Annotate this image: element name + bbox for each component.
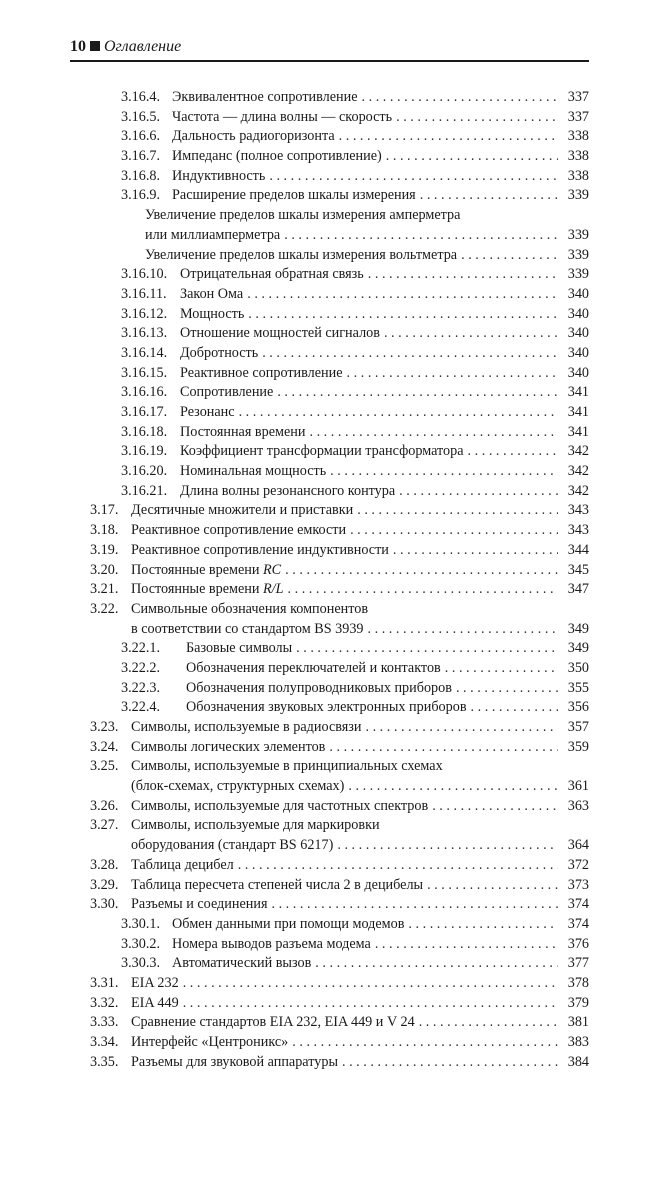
toc-entry[interactable] bbox=[0, 935, 650, 955]
toc-entry-page: 339 bbox=[567, 266, 589, 283]
toc-entry-title bbox=[131, 620, 368, 640]
toc-entry-number: 3.16.4. bbox=[121, 89, 161, 105]
dot-leader bbox=[419, 1013, 558, 1033]
toc-entry-title bbox=[145, 206, 464, 226]
toc-entry-title-text: оборудования (стандарт BS 6217) bbox=[131, 837, 334, 854]
square-bullet-icon bbox=[90, 41, 100, 51]
toc-entry-title bbox=[186, 679, 456, 699]
dot-leader bbox=[296, 639, 558, 659]
dot-leader bbox=[337, 836, 558, 856]
toc-entry-number: 3.16.13. bbox=[121, 325, 168, 342]
dot-leader bbox=[468, 442, 558, 462]
toc-entry-page: 361 bbox=[567, 778, 589, 795]
toc-entry-page: 337 bbox=[567, 89, 589, 105]
toc-entry[interactable] bbox=[0, 561, 650, 581]
dot-leader bbox=[368, 265, 558, 285]
toc-entry-number: 3.30.2. bbox=[121, 935, 161, 952]
toc-entry-title bbox=[131, 1033, 292, 1053]
toc-entry-title-text: Эквивалентное сопротивление bbox=[172, 89, 358, 105]
toc-entry-title-text: Базовые символы bbox=[186, 640, 293, 657]
toc-entry[interactable] bbox=[0, 738, 650, 758]
toc-entry-title bbox=[172, 915, 408, 935]
toc-entry-page: 373 bbox=[567, 876, 589, 893]
toc-entry[interactable] bbox=[0, 186, 650, 206]
toc-entry[interactable] bbox=[0, 620, 650, 640]
dot-leader bbox=[365, 718, 558, 738]
dot-leader bbox=[247, 285, 558, 305]
dot-leader bbox=[262, 344, 558, 364]
toc-entry-title bbox=[131, 600, 372, 620]
toc-entry-title-text: Символы, используемые для частотных спектров bbox=[131, 797, 429, 814]
toc-entry[interactable] bbox=[0, 639, 650, 659]
toc-entry[interactable] bbox=[0, 501, 650, 521]
toc-entry-number: 3.16.17. bbox=[121, 404, 168, 420]
dot-leader bbox=[348, 777, 558, 797]
toc-entry-title-text: Обозначения переключателей и контактов bbox=[186, 659, 441, 676]
toc-entry-page: 381 bbox=[567, 1014, 589, 1031]
toc-entry[interactable] bbox=[0, 88, 650, 108]
toc-entry-title-text: Постоянные времени bbox=[131, 561, 260, 578]
toc-entry-title-text: Увеличение пределов шкалы измерения вольтметра bbox=[145, 246, 458, 263]
toc-entry-page: 340 bbox=[567, 305, 589, 322]
dot-leader bbox=[239, 403, 558, 423]
toc-entry-number: 3.16.14. bbox=[121, 344, 168, 361]
toc-entry-title-text: EIA 232 bbox=[131, 974, 179, 991]
toc-entry[interactable] bbox=[0, 364, 650, 384]
dot-leader bbox=[471, 698, 558, 718]
toc-entry-number: 3.16.21. bbox=[121, 482, 168, 499]
toc-entry-page: 363 bbox=[567, 797, 589, 814]
toc-entry[interactable] bbox=[0, 580, 650, 600]
toc-entry[interactable] bbox=[0, 797, 650, 817]
dot-leader bbox=[350, 521, 558, 541]
dot-leader bbox=[384, 324, 558, 344]
dot-leader bbox=[396, 108, 558, 128]
dot-leader bbox=[238, 856, 558, 876]
dot-leader bbox=[285, 561, 558, 581]
toc-entry-title-italic: R/L bbox=[263, 581, 284, 598]
toc-entry-page: 374 bbox=[567, 896, 589, 913]
toc-entry-page: 339 bbox=[567, 187, 589, 204]
toc-entry-title bbox=[172, 954, 315, 974]
toc-entry-number: 3.33. bbox=[90, 1014, 119, 1031]
toc-entry-title-text: Резонанс bbox=[180, 404, 235, 420]
toc-entry[interactable] bbox=[0, 698, 650, 718]
toc-entry-number: 3.27. bbox=[90, 817, 119, 834]
toc-entry-title-text: Отношение мощностей сигналов bbox=[180, 325, 380, 342]
dot-leader bbox=[347, 364, 558, 384]
toc-entry-title-text: Таблица пересчета степеней числа 2 в децибелы bbox=[131, 876, 424, 893]
toc-entry-page: 364 bbox=[567, 837, 589, 854]
toc-entry-page: 384 bbox=[567, 1053, 589, 1070]
toc-entry-number: 3.16.8. bbox=[121, 167, 161, 184]
toc-entry-number: 3.16.9. bbox=[121, 187, 161, 204]
toc-entry-title-text: Коэффициент трансформации трансформатора bbox=[180, 443, 464, 460]
toc-entry-page: 341 bbox=[567, 423, 589, 440]
toc-entry[interactable] bbox=[0, 915, 650, 935]
toc-entry-title bbox=[180, 285, 247, 305]
toc-entry-page: 345 bbox=[567, 561, 589, 578]
toc-entry[interactable] bbox=[0, 757, 650, 777]
toc-entry-number: 3.16.19. bbox=[121, 443, 168, 460]
toc-entry-title-text: Обмен данными при помощи модемов bbox=[172, 915, 405, 932]
toc-entry-number: 3.30.3. bbox=[121, 955, 161, 972]
toc-entry-title-text: Реактивное сопротивление индуктивности bbox=[131, 541, 389, 558]
toc-entry-title-text: (блок-схемах, структурных схемах) bbox=[131, 778, 345, 795]
toc-entry[interactable] bbox=[0, 246, 650, 266]
toc-entry-number: 3.16.16. bbox=[121, 384, 168, 401]
toc-entry-number: 3.16.5. bbox=[121, 108, 161, 125]
toc-entry-page: 376 bbox=[567, 935, 589, 952]
toc-entry-number: 3.32. bbox=[90, 994, 119, 1011]
toc-entry-number: 3.19. bbox=[90, 541, 119, 558]
toc-entry-page: 378 bbox=[567, 974, 589, 991]
toc-entry-title bbox=[172, 88, 362, 108]
toc-entry-page: 357 bbox=[567, 719, 589, 735]
toc-entry[interactable] bbox=[0, 127, 650, 147]
toc-entry-title bbox=[180, 423, 309, 443]
toc-entry-page: 356 bbox=[567, 699, 589, 716]
toc-entry-number: 3.16.15. bbox=[121, 364, 168, 381]
toc-entry-number: 3.16.6. bbox=[121, 128, 161, 145]
dot-leader bbox=[284, 226, 558, 246]
toc-entry-title bbox=[180, 344, 262, 364]
page-number: 10 bbox=[70, 38, 86, 55]
toc-entry-title-text: Автоматический вызов bbox=[172, 955, 312, 972]
toc-entry-title-text: Разъемы для звуковой аппаратуры bbox=[131, 1053, 338, 1070]
dot-leader bbox=[362, 88, 558, 108]
toc-entry-title-text: Сопротивление bbox=[180, 384, 274, 401]
toc-entry[interactable] bbox=[0, 442, 650, 462]
toc-entry[interactable] bbox=[0, 659, 650, 679]
toc-entry-number: 3.22.4. bbox=[121, 699, 161, 716]
toc-entry[interactable] bbox=[0, 836, 650, 856]
toc-entry-title bbox=[186, 659, 445, 679]
toc-entry[interactable] bbox=[0, 324, 650, 344]
toc-entry-title-text: или миллиамперметра bbox=[145, 226, 281, 243]
toc-entry-title bbox=[180, 265, 368, 285]
toc-entry-number: 3.29. bbox=[90, 876, 119, 893]
toc-entry-page: 338 bbox=[567, 148, 589, 165]
toc-entry-title-text: Сравнение стандартов EIA 232, EIA 449 и V 24 bbox=[131, 1014, 415, 1031]
toc-entry-page: 343 bbox=[567, 522, 589, 539]
toc-entry-page: 359 bbox=[567, 738, 589, 755]
toc-entry-page: 343 bbox=[567, 502, 589, 519]
toc-entry-title bbox=[131, 836, 337, 856]
toc-entry-page: 338 bbox=[567, 167, 589, 184]
toc-entry-number: 3.22.2. bbox=[121, 659, 161, 676]
toc-entry-title bbox=[186, 698, 471, 718]
dot-leader bbox=[329, 738, 558, 758]
toc-entry-page: 377 bbox=[567, 955, 589, 972]
toc-entry-page: 355 bbox=[567, 679, 589, 696]
toc-entry-title-text: Номинальная мощность bbox=[180, 463, 327, 480]
toc-entry-title bbox=[131, 797, 432, 817]
toc-entry[interactable] bbox=[0, 108, 650, 128]
toc-entry-title bbox=[131, 1013, 419, 1033]
toc-entry[interactable] bbox=[0, 994, 650, 1014]
toc-entry-title bbox=[180, 482, 399, 502]
toc-entry-page: 383 bbox=[567, 1034, 589, 1050]
toc-entry-title bbox=[131, 501, 357, 521]
toc-entry-title-text: Индуктивность bbox=[172, 167, 266, 184]
toc-entry-number: 3.20. bbox=[90, 561, 119, 578]
toc-entry-title bbox=[145, 246, 461, 266]
dot-leader bbox=[375, 935, 558, 955]
dot-leader bbox=[292, 1033, 558, 1053]
dot-leader bbox=[432, 797, 558, 817]
dot-leader bbox=[248, 305, 558, 325]
toc-entry-title bbox=[180, 305, 248, 325]
toc-entry-number: 3.21. bbox=[90, 581, 119, 598]
toc-entry[interactable] bbox=[0, 876, 650, 896]
toc-entry-title-text: Частота — длина волны — скорость bbox=[172, 108, 393, 125]
toc-entry[interactable] bbox=[0, 521, 650, 541]
toc-entry-number: 3.35. bbox=[90, 1053, 119, 1070]
toc-entry-number: 3.18. bbox=[90, 522, 119, 539]
dot-leader bbox=[368, 620, 558, 640]
toc-entry-title-text: Постоянная времени bbox=[180, 423, 306, 440]
dot-leader bbox=[399, 482, 558, 502]
toc-entry-number: 3.24. bbox=[90, 738, 119, 755]
table-of-contents bbox=[0, 88, 650, 1072]
toc-entry[interactable] bbox=[0, 226, 650, 246]
toc-entry-number: 3.16.12. bbox=[121, 305, 168, 322]
toc-entry-title-text: Расширение пределов шкалы измерения bbox=[172, 187, 416, 204]
toc-entry-title bbox=[131, 994, 183, 1014]
toc-entry[interactable] bbox=[0, 462, 650, 482]
toc-entry-page: 344 bbox=[567, 541, 589, 558]
dot-leader bbox=[330, 462, 558, 482]
toc-entry-title bbox=[131, 777, 348, 797]
toc-entry-page: 342 bbox=[567, 443, 589, 460]
toc-entry-title-text: Реактивное сопротивление емкости bbox=[131, 522, 347, 539]
dot-leader bbox=[271, 895, 558, 915]
toc-entry-page: 342 bbox=[567, 463, 589, 480]
toc-entry-title-text: EIA 449 bbox=[131, 994, 179, 1011]
running-title: Оглавление bbox=[104, 38, 182, 55]
toc-entry-page: 340 bbox=[567, 344, 589, 361]
toc-entry-title-text: Реактивное сопротивление bbox=[180, 364, 343, 381]
toc-entry[interactable] bbox=[0, 305, 650, 325]
toc-entry-number: 3.16.18. bbox=[121, 423, 168, 440]
toc-entry[interactable] bbox=[0, 344, 650, 364]
toc-entry-number: 3.16.10. bbox=[121, 266, 168, 283]
toc-entry-title-italic: RC bbox=[263, 561, 282, 578]
dot-leader bbox=[445, 659, 558, 679]
toc-entry-page: 340 bbox=[567, 364, 589, 381]
toc-entry-title bbox=[131, 856, 238, 876]
toc-entry-page: 342 bbox=[567, 482, 589, 499]
toc-entry-title-text: в соответствии со стандартом BS 3939 bbox=[131, 620, 364, 637]
toc-entry-page: 374 bbox=[567, 915, 589, 932]
toc-entry[interactable] bbox=[0, 1013, 650, 1033]
toc-entry-page: 337 bbox=[567, 108, 589, 125]
toc-entry-number: 3.31. bbox=[90, 974, 119, 991]
toc-entry[interactable] bbox=[0, 679, 650, 699]
toc-entry-title-text: Отрицательная обратная связь bbox=[180, 266, 364, 283]
toc-entry-title-text: Символы, используемые для маркировки bbox=[131, 817, 380, 834]
toc-entry[interactable] bbox=[0, 167, 650, 187]
toc-entry-page: 340 bbox=[567, 285, 589, 302]
toc-entry-title-text: Закон Ома bbox=[180, 285, 244, 302]
toc-entry-title-text: Длина волны резонансного контура bbox=[180, 482, 396, 499]
toc-entry[interactable] bbox=[0, 383, 650, 403]
toc-entry[interactable] bbox=[0, 718, 650, 738]
toc-entry-title-text: Добротность bbox=[180, 344, 259, 361]
toc-entry-title bbox=[131, 1053, 342, 1073]
dot-leader bbox=[288, 580, 558, 600]
toc-entry[interactable] bbox=[0, 285, 650, 305]
toc-entry-title-text: Символы логических элементов bbox=[131, 738, 326, 755]
toc-entry[interactable] bbox=[0, 856, 650, 876]
toc-entry[interactable] bbox=[0, 974, 650, 994]
toc-entry-title bbox=[180, 442, 468, 462]
toc-entry[interactable] bbox=[0, 147, 650, 167]
toc-entry-title bbox=[180, 324, 384, 344]
dot-leader bbox=[357, 501, 558, 521]
toc-entry-title bbox=[131, 561, 285, 581]
toc-entry-title-text: Обозначения полупроводниковых приборов bbox=[186, 679, 452, 696]
toc-entry-title bbox=[131, 876, 427, 896]
toc-entry[interactable] bbox=[0, 482, 650, 502]
dot-leader bbox=[420, 186, 558, 206]
toc-entry-title bbox=[131, 718, 365, 738]
dot-leader bbox=[277, 383, 558, 403]
toc-entry-title bbox=[131, 521, 350, 541]
dot-leader bbox=[183, 994, 558, 1014]
toc-entry-title bbox=[131, 895, 271, 915]
toc-entry-title-text: Дальность радиогоризонта bbox=[172, 128, 335, 145]
page-header bbox=[70, 36, 589, 62]
toc-entry-page: 339 bbox=[567, 226, 589, 243]
toc-entry-page: 339 bbox=[567, 246, 589, 263]
dot-leader bbox=[315, 954, 558, 974]
toc-entry[interactable] bbox=[0, 403, 650, 423]
dot-leader bbox=[309, 423, 558, 443]
toc-entry-page: 349 bbox=[567, 640, 589, 657]
toc-entry-number: 3.22.1. bbox=[121, 640, 161, 657]
toc-entry-number: 3.23. bbox=[90, 719, 119, 735]
toc-entry-number: 3.16.11. bbox=[121, 285, 167, 302]
dot-leader bbox=[461, 246, 558, 266]
toc-entry-number: 3.26. bbox=[90, 797, 119, 814]
toc-entry-title bbox=[180, 462, 330, 482]
toc-entry-title-text: Интерфейс «Центроникс» bbox=[131, 1034, 289, 1050]
toc-entry[interactable] bbox=[0, 895, 650, 915]
toc-entry-title bbox=[172, 147, 386, 167]
toc-entry-title bbox=[131, 541, 393, 561]
toc-entry-title-text: Обозначения звуковых электронных приборов bbox=[186, 699, 467, 716]
toc-entry-title bbox=[180, 403, 239, 423]
toc-entry-number: 3.28. bbox=[90, 856, 119, 873]
toc-entry-title-text: Постоянные времени bbox=[131, 581, 260, 598]
toc-entry-title bbox=[131, 738, 329, 758]
toc-entry-title bbox=[172, 167, 269, 187]
toc-entry-title bbox=[172, 186, 420, 206]
toc-entry-title-text: Таблица децибел bbox=[131, 856, 234, 873]
toc-entry-title bbox=[180, 383, 277, 403]
dot-leader bbox=[393, 541, 558, 561]
toc-entry-number: 3.34. bbox=[90, 1034, 119, 1050]
dot-leader bbox=[183, 974, 558, 994]
toc-entry[interactable] bbox=[0, 541, 650, 561]
toc-entry[interactable] bbox=[0, 423, 650, 443]
dot-leader bbox=[427, 876, 558, 896]
toc-entry-number: 3.25. bbox=[90, 758, 119, 775]
dot-leader bbox=[342, 1053, 558, 1073]
toc-entry-title-text: Мощность bbox=[180, 305, 245, 322]
toc-entry-title bbox=[131, 757, 447, 777]
toc-entry-number: 3.22.3. bbox=[121, 679, 161, 696]
toc-entry-number: 3.16.7. bbox=[121, 148, 161, 165]
toc-entry-title-text: Десятичные множители и приставки bbox=[131, 502, 354, 519]
toc-entry[interactable] bbox=[0, 777, 650, 797]
toc-entry-page: 350 bbox=[567, 659, 589, 676]
toc-entry-title bbox=[131, 974, 183, 994]
toc-entry-title-text: Импеданс (полное сопротивление) bbox=[172, 148, 382, 165]
toc-entry-number: 3.30. bbox=[90, 896, 119, 913]
toc-entry-page: 338 bbox=[567, 128, 589, 145]
toc-entry-title-text: Разъемы и соединения bbox=[131, 896, 268, 913]
toc-entry-title bbox=[145, 226, 284, 246]
toc-entry-title bbox=[172, 108, 396, 128]
toc-entry-number: 3.30.1. bbox=[121, 915, 161, 932]
toc-entry-number: 3.22. bbox=[90, 600, 119, 617]
toc-entry-number: 3.16.20. bbox=[121, 463, 168, 480]
toc-entry[interactable] bbox=[0, 265, 650, 285]
toc-entry-page: 349 bbox=[567, 620, 589, 637]
toc-entry-page: 347 bbox=[567, 581, 589, 598]
dot-leader bbox=[339, 127, 558, 147]
toc-entry-title-text: Символы, используемые в радиосвязи bbox=[131, 719, 362, 735]
toc-entry-title-text: Увеличение пределов шкалы измерения амперметра bbox=[145, 207, 461, 224]
toc-entry-title bbox=[180, 364, 347, 384]
toc-entry-page: 341 bbox=[567, 404, 589, 420]
toc-entry-page: 372 bbox=[567, 856, 589, 873]
toc-entry-page: 341 bbox=[567, 384, 589, 401]
toc-entry-title bbox=[131, 816, 384, 836]
toc-entry[interactable] bbox=[0, 600, 650, 620]
toc-entry-number: 3.17. bbox=[90, 502, 119, 519]
toc-entry-title bbox=[172, 127, 339, 147]
toc-entry-page: 379 bbox=[567, 994, 589, 1011]
toc-entry-title-text: Номера выводов разъема модема bbox=[172, 935, 371, 952]
toc-entry-title-text: Символы, используемые в принципиальных схемах bbox=[131, 758, 443, 775]
toc-entry[interactable] bbox=[0, 816, 650, 836]
toc-entry[interactable] bbox=[0, 954, 650, 974]
toc-entry[interactable] bbox=[0, 1053, 650, 1073]
dot-leader bbox=[269, 167, 558, 187]
toc-entry-page: 340 bbox=[567, 325, 589, 342]
toc-entry-title-text: Символьные обозначения компонентов bbox=[131, 600, 369, 617]
toc-entry-title bbox=[131, 580, 288, 600]
dot-leader bbox=[456, 679, 558, 699]
dot-leader bbox=[408, 915, 558, 935]
toc-entry-title bbox=[186, 639, 296, 659]
toc-entry[interactable] bbox=[0, 1033, 650, 1053]
dot-leader bbox=[386, 147, 558, 167]
toc-entry[interactable] bbox=[0, 206, 650, 226]
toc-entry-title bbox=[172, 935, 375, 955]
